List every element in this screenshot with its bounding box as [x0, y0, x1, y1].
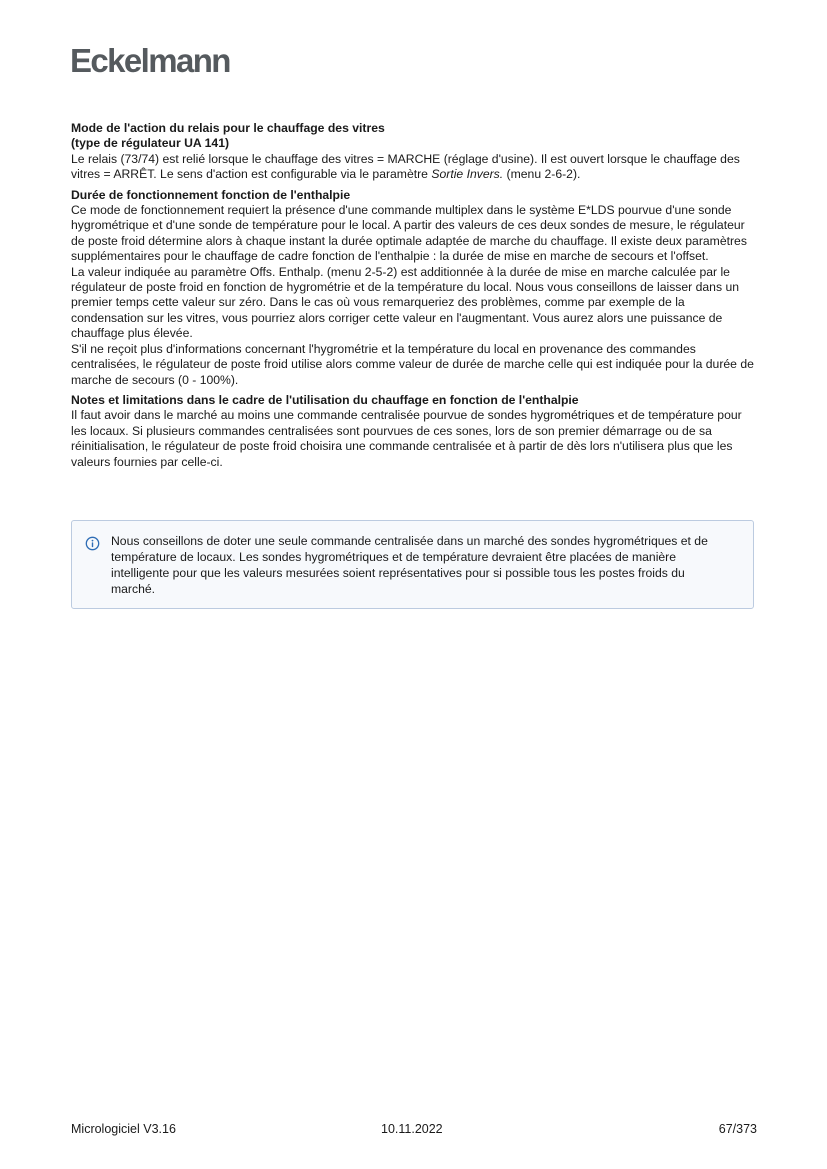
footer-firmware-version: Micrologiciel V3.16 — [71, 1122, 176, 1136]
paragraph: La valeur indiquée au paramètre Offs. Enthalp. (menu 2-5-2) est additionnée à la durée de mise en marche calculée par le régulateur de poste froid en fonction de hygrométrie et de la température du local. Nous vous conseillons de laisser dans un premier temps cette valeur sur zéro. Dans le cas où vous remarqueriez des problèmes, comme par exemple de la condensation sur les vitres, vous pourriez alors corriger cette valeur en l'augmentant. Vous aurez alors une puissance de chauffage plus élevée. — [71, 264, 739, 341]
section-subtitle-relay-mode: (type de régulateur UA 141) — [71, 136, 230, 151]
info-note-text: Nous conseillons de doter une seule commande centralisée dans un marché des sondes hygrométriques et de température de locaux. Les sondes hygrométriques et de température devraient être placées de manière intelligente pour que les valeurs mesurées soient représentatives pour si possible tous les postes froids du marché. — [111, 534, 708, 596]
paragraph: Il faut avoir dans le marché au moins une commande centralisée pourvue de sondes hygrométriques et de température pour les locaux. Si plusieurs commandes centralisées sont pourvues de ces sones, lors de son premier démarrage ou de sa réinitialisation, le régulateur de poste froid choisira une commande centralisée et à partir de dès lors n'utilisera plus que les valeurs fournies par celle-ci. — [71, 408, 742, 469]
parameter-name: Sortie Invers. — [431, 167, 504, 182]
paragraph: S'il ne reçoit plus d'informations concernant l'hygrométrie et la température du local en provenance des commandes centralisées, le régulateur de poste froid utilise alors comme valeur de durée de marche celle qui est indiquée pour la durée de marche de secours (0 - 100%). — [71, 341, 754, 387]
info-note-box — [71, 520, 754, 609]
paragraph-text: (menu 2-6-2). — [503, 167, 581, 182]
page-footer — [71, 1122, 757, 1140]
info-icon — [85, 536, 100, 551]
document-body — [71, 121, 757, 475]
section-enthalpy-duration — [71, 188, 757, 388]
footer-date: 10.11.2022 — [381, 1122, 443, 1136]
eckelmann-logo: Eckelmann — [70, 42, 230, 79]
section-relay-mode — [71, 121, 757, 183]
paragraph-text: Le relais (73/74) est relié lorsque le chauffage des vitres = MARCHE (réglage d'usine). Il est ouvert lorsque le chauffage des vitres = ARRÊT. Le sens d'action est configurable via le paramètre — [71, 151, 740, 182]
section-notes-limitations — [71, 393, 757, 470]
footer-page-number: 67/373 — [718, 1122, 757, 1136]
section-title-enthalpy-duration: Durée de fonctionnement fonction de l'enthalpie — [71, 187, 351, 202]
section-title-relay-mode: Mode de l'action du relais pour le chauffage des vitres — [71, 121, 385, 135]
paragraph: Ce mode de fonctionnement requiert la présence d'une commande multiplex dans le système E*LDS pourvue d'une sonde hygrométrique et d'une sonde de température pour le local. A partir des valeurs de ces deux sondes de mesure, le régulateur de poste froid détermine alors à chaque instant la durée optimale adaptée de marche du chauffage. Il existe deux paramètres supplémentaires pour le chauffage de cadre fonction de l'enthalpie : la durée de mise en marche de secours et l'offset. — [71, 203, 747, 264]
section-title-notes-limitations: Notes et limitations dans le cadre de l'utilisation du chauffage en fonction de l'enthalpie — [71, 392, 579, 407]
paragraph — [71, 152, 757, 183]
